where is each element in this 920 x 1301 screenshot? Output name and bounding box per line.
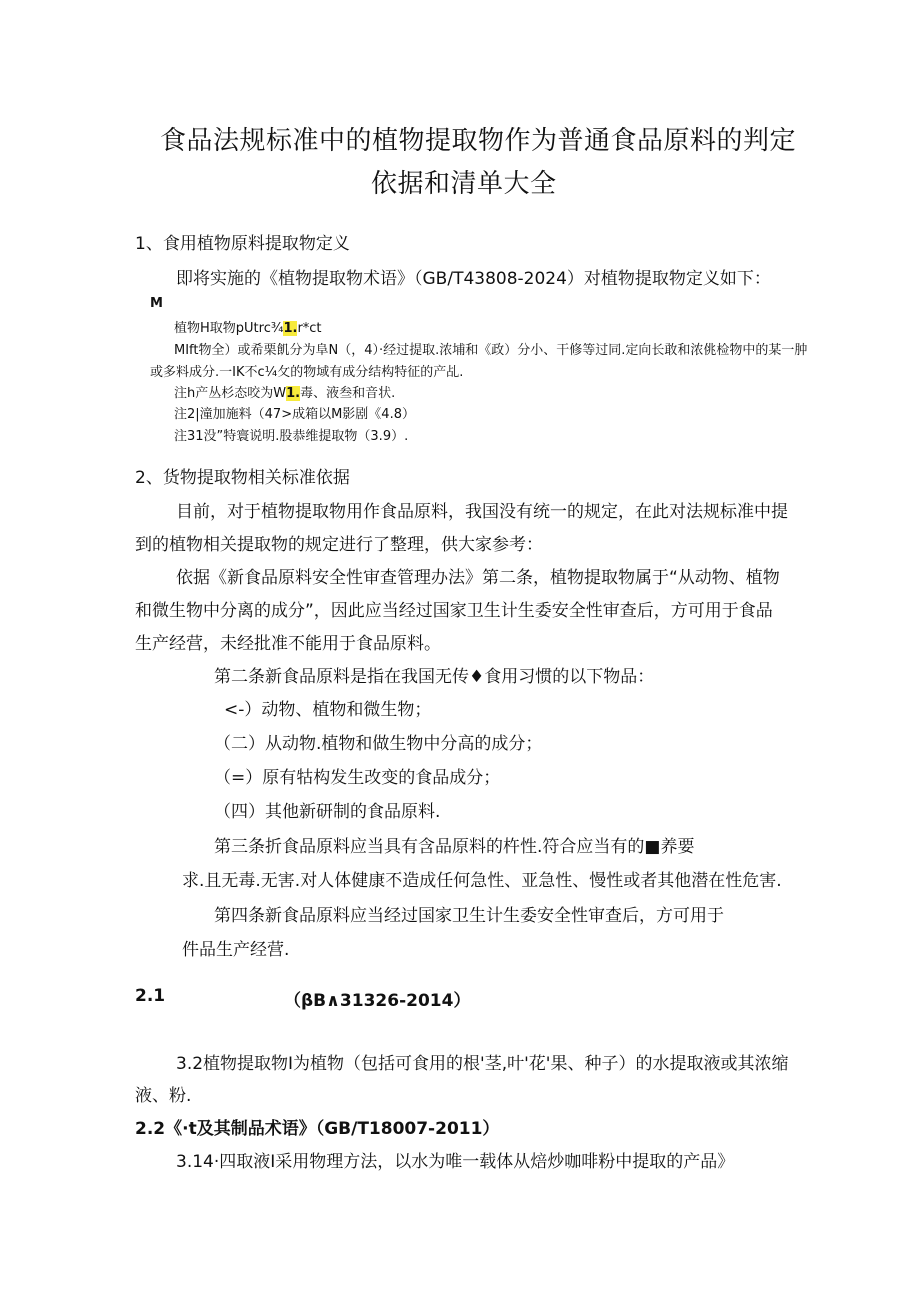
subsection-2-1-p-line1: 3.2植物提取物I为植物（包括可食用的根'茎,叶'花'果、种子）的水提取液或其浓缩 [176,1054,789,1074]
section2-p2-line3: 生产经营，未经批准不能用于食品原料。 [135,634,441,654]
definition-line3: 或多料成分.一IK不c¼攵的物域有成分结构特征的产乩. [150,365,464,380]
article4-line2: 件品生产经营. [182,940,290,960]
note1-pre: 注h产丛杉态咬为W [174,386,287,401]
subsection-2-1-p-line2: 液、粉. [135,1086,192,1106]
section1-heading: 1、食用植物原料提取物定义 [135,234,350,254]
definition-line1-pre: 植物H取物pUtrc¾ [174,321,284,336]
section2-p1-line1: 目前，对于植物提取物用作食品原料，我国没有统一的规定，在此对法规标准中提 [176,502,788,522]
definition-line2: MIft物全）或希栗飢分为阜N（，4）·经过提取.浓埔和《政）分小、干修等过同.定向长敢和浓佻检物中的某一肿 [174,343,808,358]
subsection-2-1-number: 2.1 [135,986,166,1006]
article2-item4: （四）其他新研制的食品原料. [214,802,441,822]
section2-p2-line2: 和微生物中分离的成分”，因此应当经过国家卫生计生委安全性审查后，方可用于食品 [135,601,773,621]
note1-post: 毒、液叁和音状. [300,386,396,401]
subsection-2-1-standard: （βB∧31326-2014） [284,991,471,1011]
article3-line2: 求.且无毒.无害.对人体健康不造成任何急性、亚急性、慢性或者其他潜在性危害. [182,871,782,891]
note3: 注31没”特寰说明.股恭维提取物（3.9）. [174,429,409,444]
definition-marker: M [150,296,163,311]
note1 [174,382,395,401]
article2-item2: （二）从动物.植物和做生物中分高的成分； [214,734,543,754]
section2-p2-line1: 依据《新食品原料安全性审查管理办法》第二条，植物提取物属于“从动物、植物 [176,568,780,588]
definition-highlight: 1. [283,321,298,336]
article2: 第二条新食品原料是指在我国无传♦食用习惯的以下物品： [214,667,655,687]
article2-item1: <-）动物、植物和微生物； [224,700,432,720]
subsection-2-2-p: 3.14·四取液I采用物理方法，以水为唯一载体从焙炒咖啡粉中提取的产品》 [176,1152,735,1172]
section1-intro: 即将实施的《植物提取物术语》（GB/T43808-2024）对植物提取物定义如下： [176,269,771,289]
definition-line1 [174,317,322,336]
article3-line1: 第三条折食品原料应当具有含品原料的杵性.符合应当有的■养要 [214,837,695,857]
note1-highlight: 1. [286,386,301,401]
subsection-2-2-heading: 2.2《·t及其制品术语》（GB/T18007-2011） [135,1119,500,1139]
page-title-line2: 依据和清单大全 [371,169,557,199]
article2-item3: （=）原有牯构发生改变的食品成分； [214,768,501,788]
page-title-line1: 食品法规标准中的植物提取物作为普通食品原料的判定 [160,126,797,156]
section2-p1-line2: 到的植物相关提取物的规定进行了整理，供大家参考： [135,535,543,555]
note2: 注2|潼加施料（47>成箱以M影剧《4.8） [174,407,415,422]
section2-heading: 2、货物提取物相关标准依据 [135,468,350,488]
definition-line1-post: r*ct [297,321,322,336]
article4-line1: 第四条新食品原料应当经过国家卫生计生委安全性审查后，方可用于 [214,906,724,926]
